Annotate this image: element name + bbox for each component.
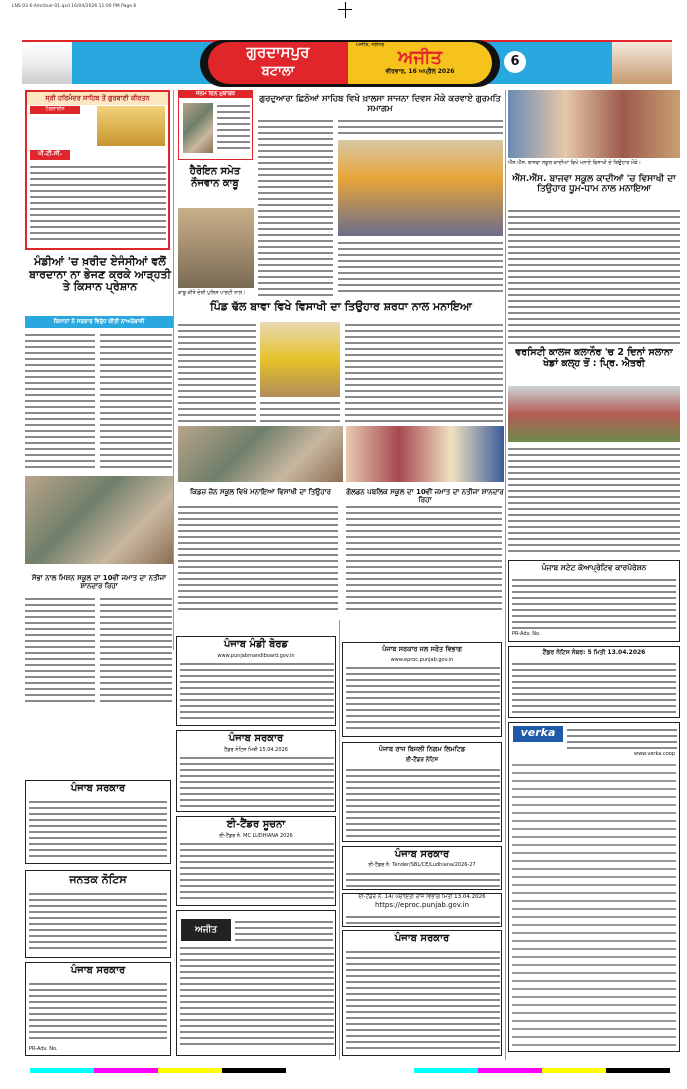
color-bar (30, 1068, 670, 1073)
ad-title: ਪੰਜਾਬ ਸਰਕਾਰ ਜਲ ਸਰੋਤ ਵਿਭਾਗ (382, 645, 462, 653)
page-number: 6 (504, 51, 526, 73)
birthday-title: ਜਨਮ ਦਿਨ ਮੁਬਾਰਕ (179, 91, 252, 98)
edition-subtitle: ਬਟਾਲਾ (261, 64, 295, 79)
masthead (22, 40, 672, 84)
golden-temple-photo (97, 106, 165, 146)
tender-notice-ad (508, 646, 680, 718)
issue-date: ਵੀਰਵਾਰ, 16 ਅਪ੍ਰੈਲ 2026 (385, 68, 455, 75)
students-photo (346, 426, 504, 482)
ad-sub: ਈ-ਟੈਂਡਰ ਨੰ. Tender/SBL/CE/Ludhiana/2026-27 (368, 862, 476, 868)
edition-title: ਗੁਰਦਾਸਪੁਰ (246, 43, 310, 61)
mission-headline: ਸੋਭਾ ਨਾਲ ਮਿਸ਼ਨ ਸਕੂਲ ਦਾ 10ਵੀਂ ਜਮਾਤ ਦਾ ਨਤੀਜਾ ਸ਼ਾਨਦਾਰ ਰਿਹਾ (31, 574, 167, 591)
ad-title: ਪੰਜਾਬ ਸਰਕਾਰ (228, 733, 284, 744)
govt-ad-mid1 (176, 730, 336, 812)
varsity-headline: ਵਰਸਿਟੀ ਕਾਲਜ ਕਲਾਨੌਰ 'ਚ 2 ਦਿਨਾਂ ਸਲਾਨਾ ਖੇਡਾਂ ਕਲ੍ਹ ਤੋਂ : ਪ੍ਰਿ. ਐਤਰੀ (515, 347, 673, 369)
gurdwara-photo (338, 140, 503, 236)
ad-title: ਸ੍ਰੀ ਹਰਿਮੰਦਰ ਸਾਹਿਬ ਤੋਂ ਗੁਰਬਾਣੀ ਕੀਰਤਨ (27, 92, 168, 105)
ad-title: ਪੰਜਾਬ ਰਾਜ ਬਿਜਲੀ ਨਿਗਮ ਲਿਮਟਿਡ (378, 745, 466, 753)
harmandir-kirtan-ad (25, 90, 170, 250)
eproc-link[interactable]: www.eproc.punjab.gov.in (390, 657, 454, 663)
ss-school-caption: ਐੱਸ.ਐੱਸ. ਬਾਜਵਾ ਸਕੂਲ ਕਾਦੀਆਂ ਵਿਖੇ ਮਨਾਏ ਵਿਸਾਖੀ ਦੇ ਤਿਉਹਾਰ ਮੌਕੇ। (508, 160, 641, 166)
edition-badge (208, 42, 348, 84)
govt-ad-left1 (25, 780, 171, 864)
birthday-box (178, 90, 253, 160)
ad-title: ਈ-ਟੈਂਡਰ ਸੂਚਨਾ (226, 819, 286, 830)
ad-ro: PR-Adv. No. (512, 631, 541, 637)
pspcl-ad (342, 742, 502, 842)
ad-title: ਪੰਜਾਬ ਸਰਕਾਰ (394, 849, 450, 860)
dhall-bawa-headline: ਪਿੰਡ ਢੱਲ ਬਾਵਾ ਵਿਖੇ ਵਿਸਾਖੀ ਦਾ ਤਿਉਹਾਰ ਸ਼ਰਧਾ ਨਾਲ ਮਨਾਇਆ (210, 300, 472, 313)
public-notice-ad (25, 870, 171, 958)
registration-mark-h (338, 9, 352, 10)
govt-ad-mid3 (342, 930, 502, 1056)
temple-image-right (612, 42, 672, 84)
paper-badge (348, 42, 492, 84)
ad-title: ਟੈਂਡਰ ਨੋਟਿਸ ਨੰਬਰ: 5 ਮਿਤੀ 13.04.2026 (542, 649, 646, 656)
verka-url[interactable]: www.verka.coop (634, 751, 675, 757)
ad-ro: PR-Adv. No. (29, 1046, 58, 1052)
ad-title: ਪੰਜਾਬ ਸਰਕਾਰ (394, 933, 450, 944)
ad-sub: ਟੈਂਡਰ ਨੋਟਿਸ ਮਿਤੀ 15.04.2026 (224, 747, 288, 753)
ss-school-photo (508, 90, 680, 158)
ad-sub: ਈ-ਟੈਂਡਰ ਨੋਟਿਸ (405, 757, 439, 763)
ad-title: ਈ-ਟੈਂਡਰ ਨੰ. 14/ ਪੰਚਾਇਤੀ ਰਾਜ ਵਿਭਾਗ ਮਿਤੀ 13.04.2026 (358, 894, 486, 900)
heroin-caption: ਕਾਬੂ ਕੀਤੇ ਦੋਸ਼ੀ ਪੁਲਿਸ ਪਾਰਟੀ ਨਾਲ। (178, 290, 246, 296)
varsity-photo (508, 386, 680, 442)
mandi-headline: ਮੰਡੀਆਂ 'ਚ ਖ਼ਰੀਦ ਏਜੰਸੀਆਂ ਵਲੋਂ ਬਾਰਦਾਨਾ ਨਾ ਭੇਜਣ ਕਰਕੇ ਆੜ੍ਹਤੀ ਤੇ ਕਿਸਾਨ ਪ੍ਰੇਸ਼ਾਨ (29, 255, 171, 294)
kids-zone-photo (178, 426, 343, 482)
ad-title: ਪੰਜਾਬ ਸਰਕਾਰ (70, 965, 126, 976)
ad-title: ਜਨਤਕ ਨੋਟਿਸ (69, 873, 127, 886)
print-slug: LNS 03 6-Amritsar-01.qxd 16/04/2026 11:00 PM Page 6 (12, 4, 137, 9)
child-photo (183, 103, 213, 153)
registration-mark (345, 2, 346, 18)
heroin-headline: ਹੈਰੋਇਨ ਸਮੇਤ ਨੌਜਵਾਨ ਕਾਬੂ (189, 166, 241, 189)
police-photo (178, 208, 254, 288)
mission-school-photo (25, 476, 173, 564)
verka-logo: verka (513, 726, 563, 742)
water-resources-ad (342, 642, 502, 737)
eproc-ad (342, 893, 502, 927)
ad-title: ਪੰਜਾਬ ਸਟੇਟ ਕੋਆਪ੍ਰੇਟਿਵ ਕਾਰਪੋਰੇਸ਼ਨ (541, 563, 647, 572)
golden-headline: ਗੋਲਡਨ ਪਬਲਿਕ ਸਕੂਲ ਦਾ 10ਵੀਂ ਜਮਾਤ ਦਾ ਨਤੀਜਾ ਸ਼ਾਨਦਾਰ ਰਿਹਾ (346, 488, 504, 505)
mandi-board-url[interactable]: www.punjabmandiboard.gov.in (217, 653, 295, 659)
verka-ad (508, 722, 680, 1052)
ad-sub: ਈ-ਟੈਂਡਰ ਨੰ. MC LUDHIANA 2026 (219, 833, 293, 839)
display-ad (176, 910, 336, 1056)
paper-name: ਅਜੀਤ (397, 47, 443, 68)
ad-title: ਪੰਜਾਬ ਮੰਡੀ ਬੋਰਡ (223, 639, 289, 650)
temple-image-left (22, 42, 72, 84)
govt-tender-ad (342, 846, 502, 890)
ad-title: ਪੰਜਾਬ ਸਰਕਾਰ (70, 783, 126, 794)
ptc-tag: ਪੀ.ਟੀ.ਸੀ. (30, 150, 70, 160)
publisher-line: ਅਜੀਤ, ਜਲੰਧਰ (356, 42, 385, 48)
eproc-url[interactable]: https://eproc.punjab.gov.in (374, 901, 470, 909)
gurdwara-headline: ਗੁਰਦੁਆਰਾ ਛਿਠੋਆਂ ਸਾਹਿਬ ਵਿਖੇ ਖ਼ਾਲਸਾ ਸਾਜਨਾ ਦਿਵਸ ਮੌਕੇ ਕਰਵਾਏ ਗੁਰਮਤਿ ਸਮਾਗਮ (259, 94, 501, 114)
display-ad-logo: ਅਜੀਤ (181, 919, 231, 941)
govt-ad-left2 (25, 962, 171, 1056)
mandi-board-ad (176, 636, 336, 726)
kids-zone-headline: ਕਿਡਜ਼ ਜ਼ੋਨ ਸਕੂਲ ਵਿਖੇ ਮਨਾਇਆ ਵਿਸਾਖੀ ਦਾ ਤਿਉਹਾਰ (190, 488, 331, 496)
ad-tag: ਟੈਗਲਾਈਨ (30, 106, 80, 114)
etender-ad (176, 816, 336, 906)
cooperative-ad (508, 560, 680, 642)
mandi-subhead: ਕਿਸਾਨਾਂ ਨੇ ਸਰਕਾਰ ਵਿਰੁੱਧ ਕੀਤੀ ਨਾਅਰੇਬਾਜ਼ੀ (25, 316, 173, 328)
ss-school-headline: ਐੱਸ.ਐੱਸ. ਬਾਜਵਾ ਸਕੂਲ ਕਾਦੀਆਂ 'ਚ ਵਿਸਾਖੀ ਦਾ ਤਿਉਹਾਰ ਧੂਮ-ਧਾਮ ਨਾਲ ਮਨਾਇਆ (512, 174, 676, 195)
dhall-bawa-photo (260, 322, 340, 397)
